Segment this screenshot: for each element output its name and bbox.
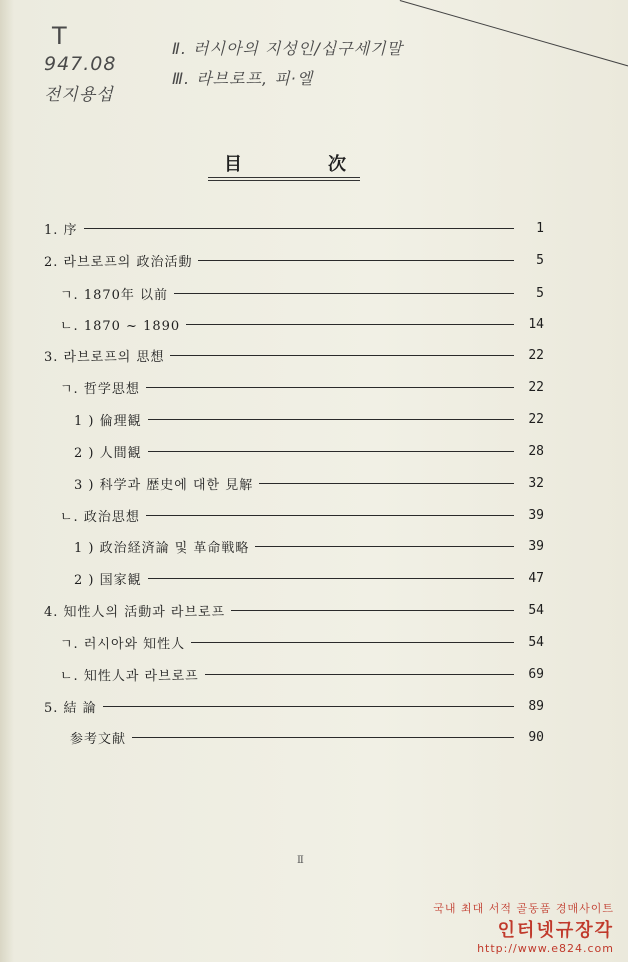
toc-entry-label: 3. 라브로프의 思想	[44, 349, 165, 365]
toc-entry-label: 参考文献	[70, 731, 127, 747]
leader-line	[231, 610, 514, 611]
leader-line	[148, 419, 514, 420]
leader-line	[191, 642, 514, 643]
toc-entry[interactable]	[60, 632, 544, 652]
toc-entry-page: 22	[528, 411, 544, 427]
toc-title-right: 次	[328, 154, 346, 175]
toc-entry[interactable]	[44, 250, 544, 270]
toc-entry[interactable]	[60, 505, 544, 525]
toc-entry-label: 1 ) 倫理観	[74, 413, 142, 429]
toc-entry[interactable]	[60, 664, 544, 684]
toc-entry[interactable]	[44, 600, 544, 620]
toc-entry[interactable]	[74, 409, 544, 429]
toc-entry-label: 5. 結 論	[44, 700, 97, 716]
leader-line	[170, 355, 514, 356]
toc-entry[interactable]	[74, 473, 544, 493]
toc-entry-label: ㄱ. 哲学思想	[60, 381, 140, 397]
leader-line	[84, 228, 514, 229]
leader-line	[255, 546, 514, 547]
toc-entry[interactable]	[60, 377, 544, 397]
footer-mark: Ⅱ	[297, 855, 304, 866]
toc-entry-label: ㄴ. 知性人과 라브로프	[60, 668, 199, 684]
leader-line	[259, 483, 514, 484]
toc-entry[interactable]	[44, 345, 544, 365]
toc-entry-page: 32	[528, 475, 544, 491]
toc-entry-label: 1. 序	[44, 222, 78, 238]
watermark-tagline: 국내 최대 서적 골동품 경매사이트	[433, 902, 614, 915]
toc-entry-page: 5	[536, 285, 544, 301]
toc-entry-page: 54	[528, 634, 544, 650]
handwritten-note-2: Ⅲ. 라브로프, 피·엘	[172, 69, 314, 88]
toc-entry[interactable]	[44, 218, 544, 238]
toc-entry-label: 1 ) 政治経済論 및 革命戦略	[74, 540, 250, 556]
leader-line	[132, 737, 514, 738]
toc-entry-page: 69	[528, 666, 544, 682]
toc-title	[210, 150, 360, 176]
leader-line	[146, 387, 514, 388]
toc-entry[interactable]	[74, 568, 544, 588]
toc-entry-page: 89	[528, 698, 544, 714]
leader-line	[148, 578, 514, 579]
toc-entry-label: 2 ) 国家観	[74, 572, 142, 588]
toc-entry-page: 47	[528, 570, 544, 586]
toc-entry-page: 39	[528, 538, 544, 554]
call-letter: T	[52, 22, 68, 50]
toc-entry[interactable]	[74, 441, 544, 461]
call-number: 947.08	[44, 53, 117, 75]
call-name: 전지용섭	[44, 85, 114, 105]
title-underline	[208, 180, 360, 181]
leader-line	[103, 706, 514, 707]
leader-line	[186, 324, 514, 325]
toc-entry-label: 4. 知性人의 活動과 라브로프	[44, 604, 226, 620]
toc-entry[interactable]	[60, 283, 544, 303]
toc-title-left: 目	[224, 154, 242, 175]
toc-entry-page: 14	[528, 316, 544, 332]
watermark-title: 인터넷규장각	[497, 920, 614, 941]
leader-line	[174, 293, 514, 294]
toc-entry-label: ㄴ. 政治思想	[60, 509, 140, 525]
toc-entry-page: 22	[528, 379, 544, 395]
toc-entry[interactable]	[74, 536, 544, 556]
toc-entry-label: ㄱ. 1870年 以前	[60, 287, 169, 303]
toc-entry-page: 22	[528, 347, 544, 363]
toc-entry-label: 3 ) 科学과 歴史에 대한 見解	[74, 477, 254, 493]
toc-entry[interactable]	[44, 696, 544, 716]
toc-entry[interactable]	[60, 314, 544, 334]
toc-entry-page: 28	[528, 443, 544, 459]
handwritten-note-1: Ⅱ. 러시아의 지성인/십구세기말	[172, 39, 403, 58]
toc-entry-label: ㄱ. 러시아와 知性人	[60, 636, 186, 652]
title-underline	[208, 177, 360, 178]
toc-entry-page: 90	[528, 729, 544, 745]
leader-line	[148, 451, 514, 452]
toc-entry-page: 39	[528, 507, 544, 523]
toc-entry-page: 54	[528, 602, 544, 618]
leader-line	[205, 674, 514, 675]
toc-entry-label: ㄴ. 1870 ~ 1890	[60, 318, 181, 334]
site-watermark	[433, 900, 614, 955]
toc-entry-label: 2 ) 人間観	[74, 445, 142, 461]
toc-entry[interactable]	[70, 727, 544, 747]
watermark-url: http://www.e824.com	[477, 942, 614, 955]
leader-line	[146, 515, 514, 516]
toc-entry-page: 1	[536, 220, 544, 236]
toc-entry-label: 2. 라브로프의 政治活動	[44, 254, 193, 270]
toc-entry-page: 5	[536, 252, 544, 268]
leader-line	[198, 260, 514, 261]
